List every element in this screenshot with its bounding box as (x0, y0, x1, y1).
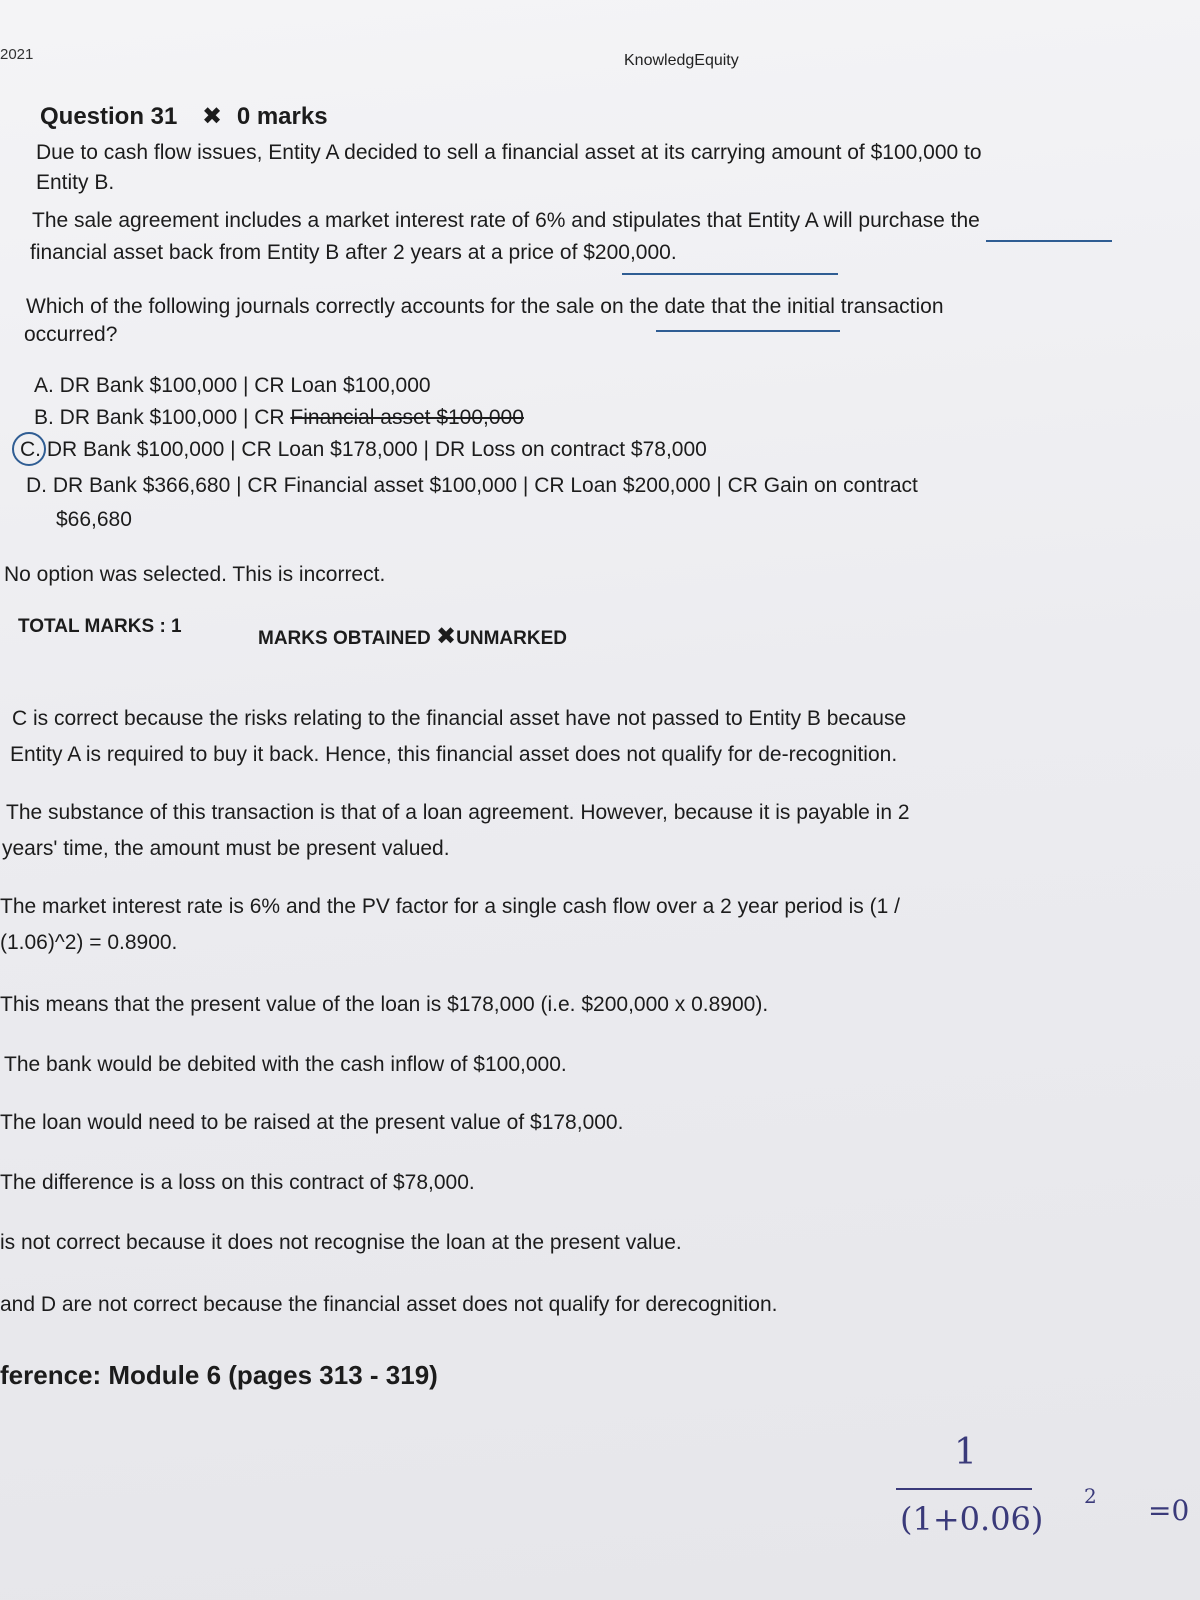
explanation-5: The bank would be debited with the cash inflow of $100,000. (4, 1053, 567, 1076)
cross-icon: ✖ (202, 103, 223, 130)
explanation-2a: The substance of this transaction is that of a loan agreement. However, because it is payable in 2 (6, 801, 910, 824)
option-b[interactable] (34, 406, 524, 430)
question-marks: 0 marks (236, 103, 328, 130)
question-stem-1b: Entity B. (36, 171, 115, 194)
explanation-4: This means that the present value of the loan is $178,000 (i.e. $200,000 x 0.8900). (0, 993, 769, 1016)
handwritten-numerator: 1 (954, 1432, 977, 1473)
handwritten-underline (986, 240, 1112, 242)
question-stem-1a: Due to cash flow issues, Entity A decided to sell a financial asset at its carrying amount of $100,000 to (36, 141, 982, 164)
handwritten-denominator: (1+0.06) (900, 1500, 1044, 1538)
option-c[interactable] (20, 438, 707, 462)
answer-status: No option was selected. This is incorrect. (4, 563, 386, 586)
question-prompt-a: Which of the following journals correctly accounts for the sale on the date that the initial transaction (26, 295, 944, 318)
question-stem-2b: financial asset back from Entity B after 2 years at a price of $200,000. (30, 241, 677, 264)
handwritten-equals: =0 (1148, 1494, 1190, 1527)
cross-icon: ✖ (436, 623, 457, 650)
explanation-8: is not correct because it does not recognise the loan at the present value. (0, 1231, 682, 1254)
option-a[interactable]: A. DR Bank $100,000 | CR Loan $100,000 (34, 374, 431, 397)
total-marks: TOTAL MARKS : 1 (18, 616, 182, 637)
option-b-struck-text: Financial asset $100,000 (290, 406, 524, 429)
handwritten-fraction-bar (896, 1488, 1032, 1490)
explanation-9: and D are not correct because the financial asset does not qualify for derecognition. (0, 1293, 778, 1316)
explanation-7: The difference is a loss on this contract of $78,000. (0, 1171, 475, 1194)
reference: ference: Module 6 (pages 313 - 319) (0, 1360, 438, 1390)
option-c-text: DR Bank $100,000 | CR Loan $178,000 | DR Loss on contract $78,000 (46, 438, 707, 461)
brand-name: KnowledgEquity (624, 52, 739, 69)
question-prompt-b: occurred? (24, 323, 118, 346)
explanation-2b: years' time, the amount must be present valued. (2, 837, 450, 860)
explanation-3b: (1.06)^2) = 0.8900. (0, 931, 178, 954)
page-year: 2021 (0, 46, 34, 63)
marks-obtained-label: MARKS OBTAINED (258, 628, 431, 649)
explanation-1b: Entity A is required to buy it back. Hence, this financial asset does not qualify for de-recognition. (10, 743, 898, 766)
question-stem-2a: The sale agreement includes a market interest rate of 6% and stipulates that Entity A will purchase the (32, 209, 980, 232)
option-d-line2[interactable]: $66,680 (56, 508, 132, 531)
explanation-6: The loan would need to be raised at the present value of $178,000. (0, 1111, 624, 1134)
option-d-line1[interactable]: D. DR Bank $366,680 | CR Financial asset $100,000 | CR Loan $200,000 | CR Gain on contract (26, 474, 918, 497)
explanation-3a: The market interest rate is 6% and the PV factor for a single cash flow over a 2 year period is (1 / (0, 895, 900, 918)
handwritten-exponent: 2 (1084, 1484, 1097, 1508)
option-c-letter: C. (20, 438, 41, 461)
handwritten-underline (656, 330, 840, 332)
question-title: Question 31 (40, 103, 178, 130)
question-header (40, 102, 328, 131)
handwritten-underline (622, 273, 838, 275)
option-b-prefix: B. DR Bank $100,000 | CR (34, 406, 291, 429)
explanation-1a: C is correct because the risks relating to the financial asset have not passed to Entity B because (12, 707, 907, 730)
marks-obtained-value: UNMARKED (456, 628, 567, 649)
marks-obtained (258, 622, 567, 651)
